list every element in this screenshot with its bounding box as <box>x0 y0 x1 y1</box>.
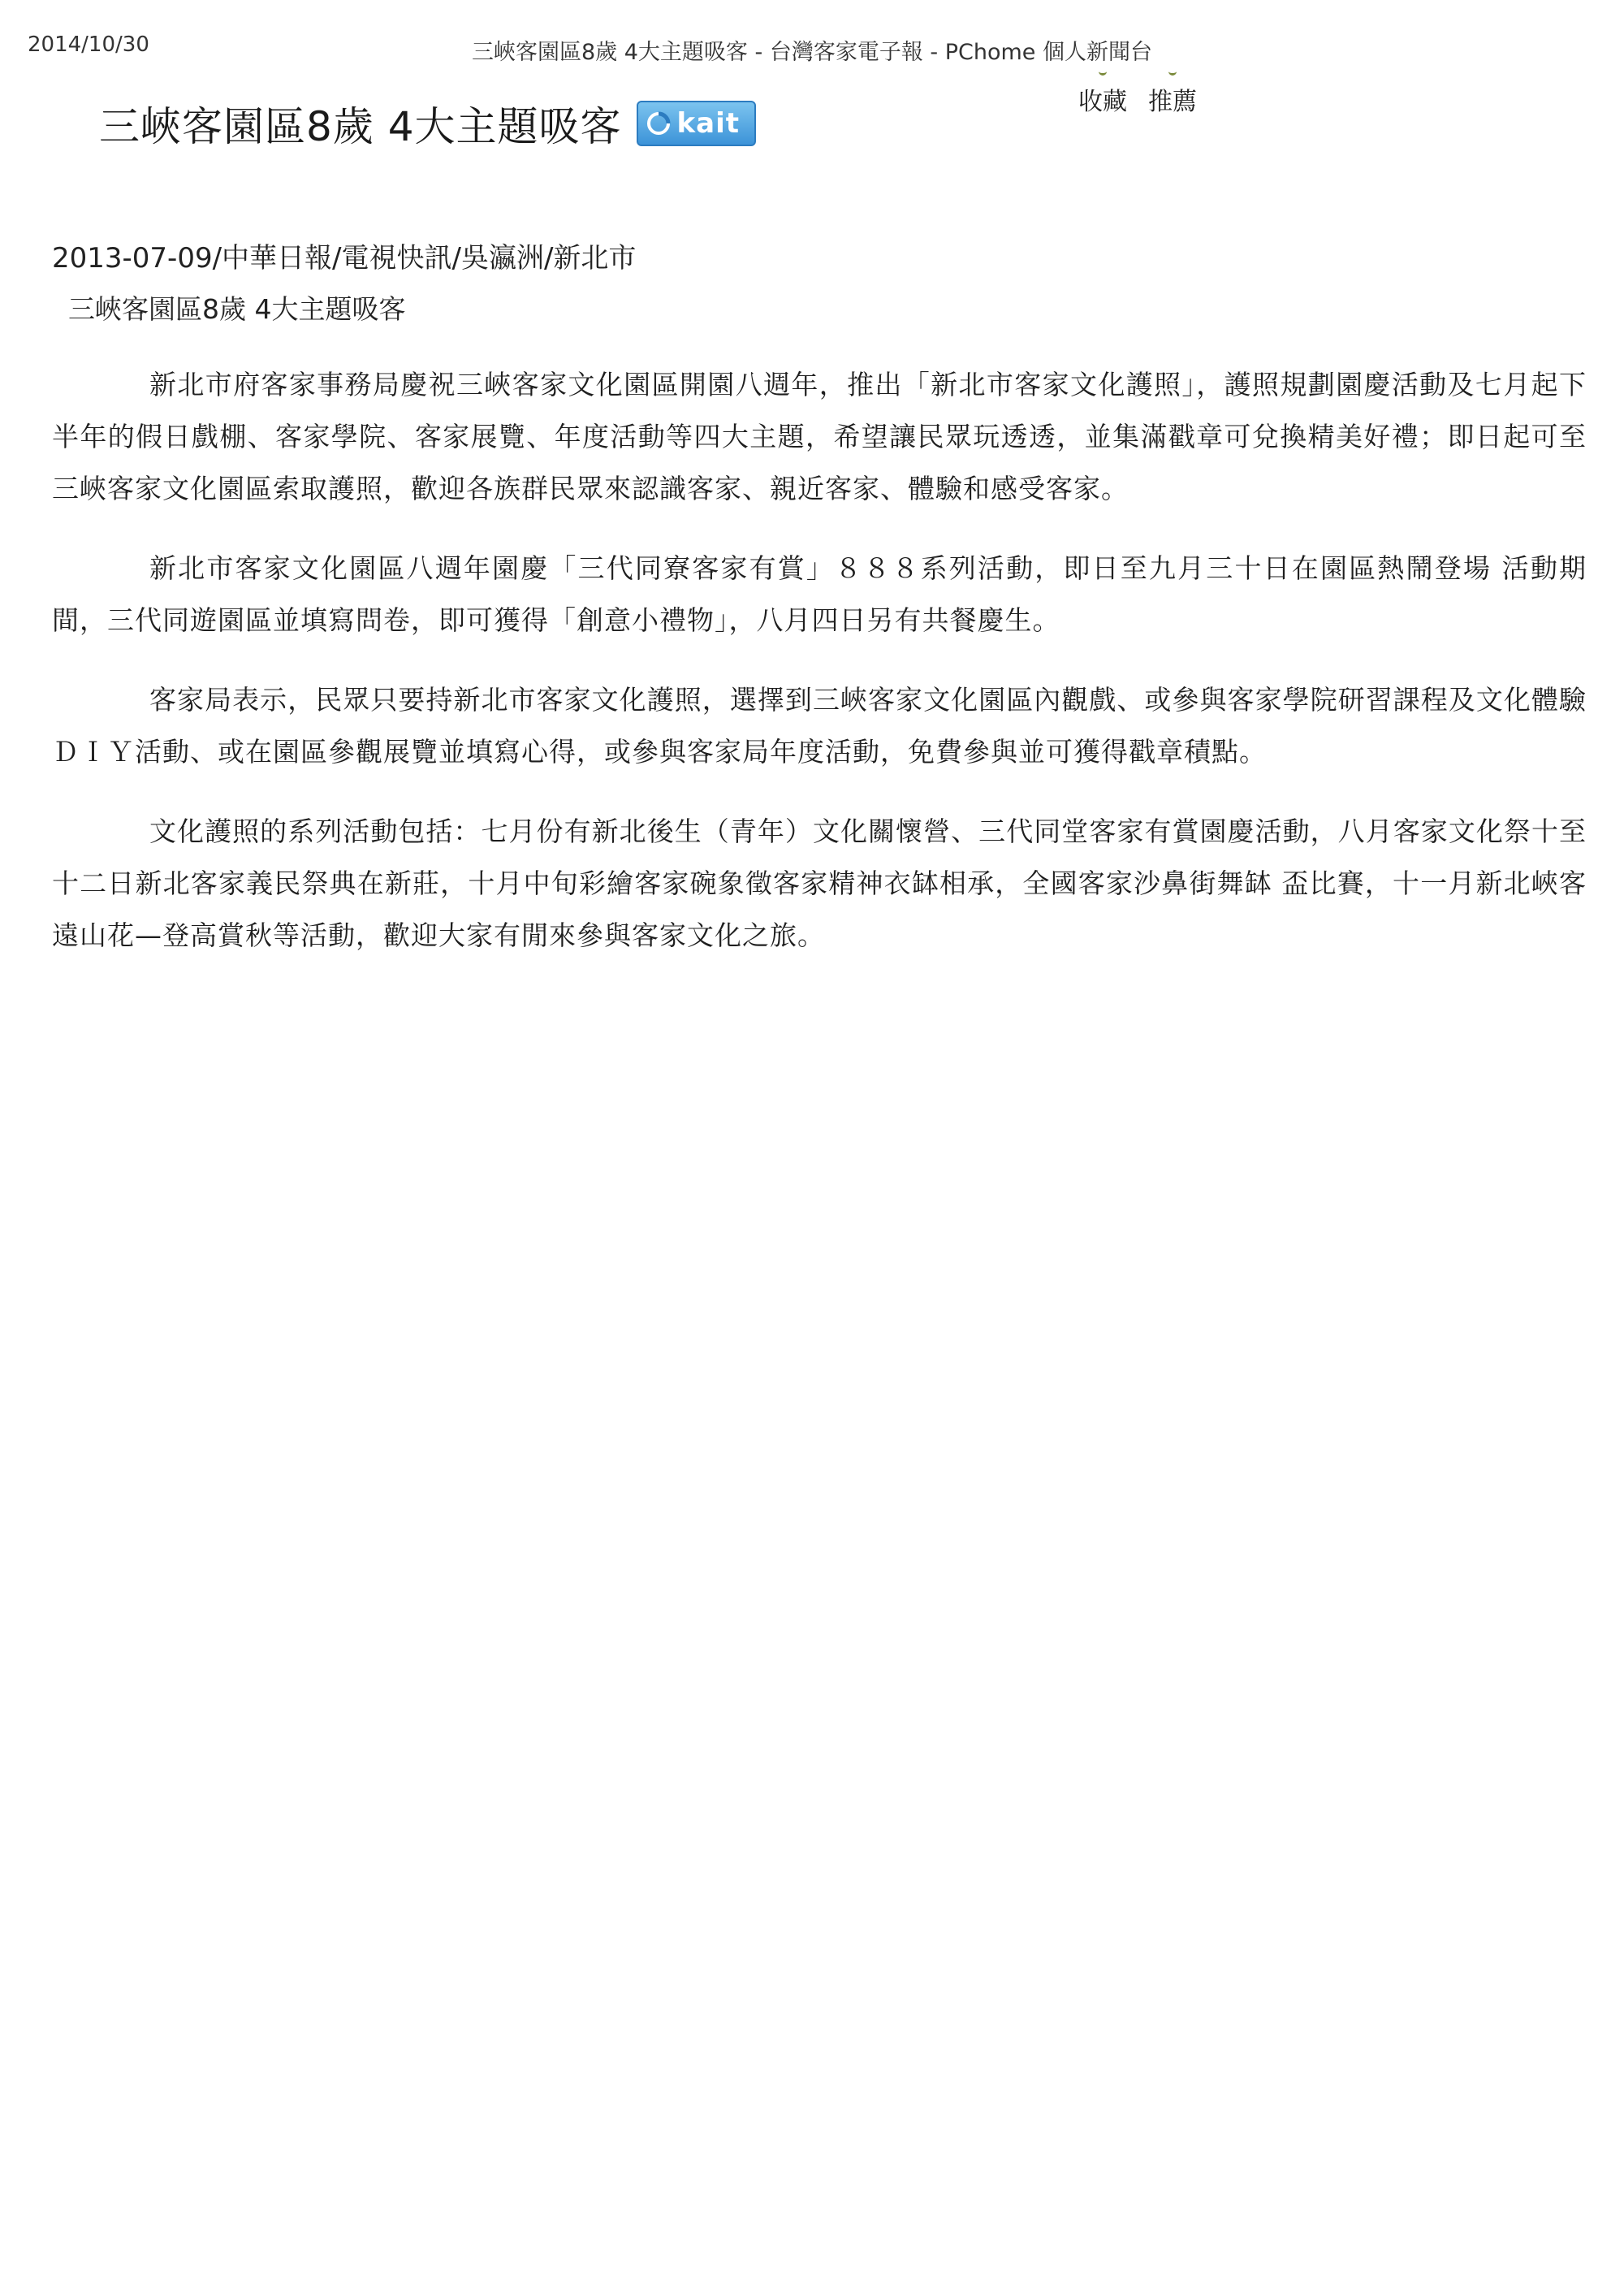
print-page-title: 三峽客園區8歲 4大主題吸客 - 台灣客家電子報 - PChome 個人新聞台 <box>471 40 1152 65</box>
article-title-text: 三峽客園區8歲 4大主題吸客 <box>99 103 622 150</box>
article-byline: 2013-07-09/中華日報/電視快訊/吳瀛洲/新北市 <box>52 242 637 275</box>
collect-label: 收藏 <box>1078 88 1127 116</box>
recommend-icon <box>1168 67 1177 76</box>
article-title <box>99 94 756 153</box>
kait-badge[interactable] <box>637 101 756 146</box>
recommend-button[interactable] <box>1148 67 1197 117</box>
kait-logo-icon <box>646 111 671 136</box>
article-paragraph: 客家局表示，民眾只要持新北市客家文化護照，選擇到三峽客家文化園區內觀戲、或參與客家學院研習課程及文化體驗ＤＩＹ活動、或在園區參觀展覽並填寫心得，或參與客家局年度活動，免費參與並可獲得戳章積點。 <box>52 684 1587 768</box>
kait-badge-label: kait <box>676 107 740 140</box>
article-body <box>52 359 1587 989</box>
collect-icon <box>1099 67 1107 76</box>
collect-button[interactable] <box>1078 67 1127 117</box>
recommend-label: 推薦 <box>1148 88 1197 116</box>
article-paragraph: 文化護照的系列活動包括：七月份有新北後生（青年）文化關懷營、三代同堂客家有賞園慶活動，八月客家文化祭十至十二日新北客家義民祭典在新莊，十月中旬彩繪客家碗象徵客家精神衣缽相承，全國客家沙鼻街舞缽 盃比賽，十一月新北峽客遠山花—登高賞秋等活動，歡迎大家有閒來參與客家文化之旅。 <box>52 815 1587 951</box>
article-actions <box>1078 67 1197 117</box>
print-date: 2014/10/30 <box>28 32 149 57</box>
article-paragraph: 新北市府客家事務局慶祝三峽客家文化園區開園八週年，推出「新北市客家文化護照」，護照規劃園慶活動及七月起下半年的假日戲棚、客家學院、客家展覽、年度活動等四大主題，希望讓民眾玩透透，並集滿戳章可兌換精美好禮；即日起可至三峽客家文化園區索取護照，歡迎各族群民眾來認識客家、親近客家、體驗和感受客家。 <box>52 369 1587 504</box>
article-subtitle: 三峽客園區8歲 4大主題吸客 <box>68 293 406 325</box>
article-paragraph: 新北市客家文化園區八週年園慶「三代同寮客家有賞」８８８系列活動，即日至九月三十日在園區熱鬧登場 活動期間，三代同遊園區並填寫問卷，即可獲得「創意小禮物」，八月四日另有共餐慶生。 <box>52 552 1587 636</box>
